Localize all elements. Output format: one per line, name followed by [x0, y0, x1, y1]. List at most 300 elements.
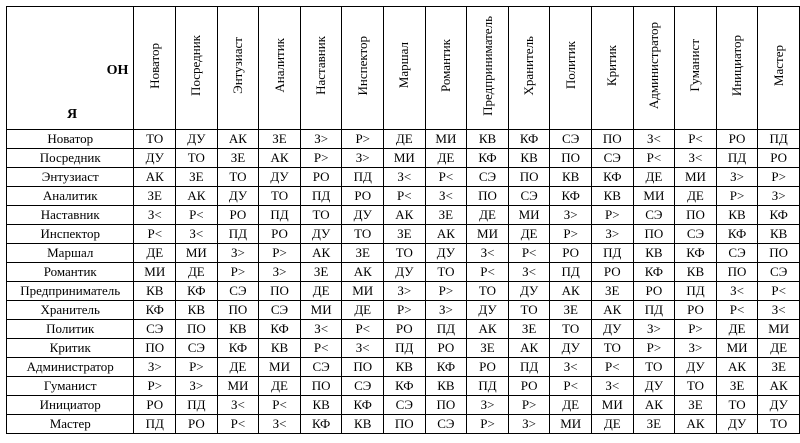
- relation-cell: Р<: [591, 358, 633, 377]
- relation-cell: КВ: [716, 206, 758, 225]
- relation-cell: ДУ: [716, 415, 758, 434]
- column-header: [342, 7, 384, 130]
- relation-cell: КФ: [591, 168, 633, 187]
- relation-cell: ДЕ: [591, 415, 633, 434]
- table-row: [7, 168, 800, 187]
- relation-cell: З<: [384, 168, 426, 187]
- relation-cell: ТО: [300, 206, 342, 225]
- relation-cell: Р<: [467, 263, 509, 282]
- relation-cell: ЗЕ: [342, 244, 384, 263]
- column-header: [591, 7, 633, 130]
- relation-cell: З<: [217, 396, 259, 415]
- relation-cell: Р<: [259, 396, 301, 415]
- relation-cell: ПО: [384, 415, 426, 434]
- relation-cell: ПД: [675, 282, 717, 301]
- relation-cell: КФ: [675, 244, 717, 263]
- relation-cell: КФ: [176, 282, 218, 301]
- table-row: [7, 244, 800, 263]
- relation-cell: ТО: [217, 168, 259, 187]
- relation-cell: З<: [758, 301, 800, 320]
- relation-cell: ТО: [675, 377, 717, 396]
- row-header: Хранитель: [7, 301, 134, 320]
- relation-cell: ПД: [217, 225, 259, 244]
- relation-cell: ПД: [758, 130, 800, 149]
- column-header-label: Энтузиаст: [229, 37, 245, 94]
- relation-cell: КФ: [259, 320, 301, 339]
- relation-cell: АК: [425, 225, 467, 244]
- relation-cell: З>: [633, 320, 675, 339]
- relation-cell: Р>: [716, 187, 758, 206]
- column-header-row: [7, 7, 800, 130]
- relation-cell: КФ: [758, 206, 800, 225]
- relation-cell: Р<: [758, 282, 800, 301]
- relation-cell: Р>: [384, 301, 426, 320]
- column-header: [467, 7, 509, 130]
- relation-cell: МИ: [217, 377, 259, 396]
- column-header-label: Мастер: [770, 44, 786, 87]
- relation-cell: ТО: [550, 320, 592, 339]
- relation-cell: Р<: [217, 415, 259, 434]
- row-header: Мастер: [7, 415, 134, 434]
- relation-cell: СЭ: [758, 263, 800, 282]
- relation-cell: МИ: [425, 130, 467, 149]
- relation-cell: ПД: [134, 415, 176, 434]
- column-header-label: Новатор: [146, 42, 162, 89]
- relation-cell: МИ: [467, 225, 509, 244]
- row-header: Администратор: [7, 358, 134, 377]
- relation-cell: ПО: [633, 225, 675, 244]
- relation-cell: ЗЕ: [134, 187, 176, 206]
- relation-cell: ДУ: [467, 301, 509, 320]
- relation-cell: МИ: [758, 320, 800, 339]
- relation-cell: ЗЕ: [467, 339, 509, 358]
- relation-cell: ДУ: [300, 225, 342, 244]
- column-header-label: Инспектор: [354, 35, 370, 96]
- relation-cell: З>: [342, 149, 384, 168]
- relation-cell: ДУ: [134, 149, 176, 168]
- relation-cell: З>: [467, 396, 509, 415]
- relation-cell: ПО: [300, 377, 342, 396]
- relation-cell: З>: [425, 301, 467, 320]
- relation-cell: АК: [591, 301, 633, 320]
- relation-cell: ДЕ: [675, 187, 717, 206]
- relation-cell: ЗЕ: [176, 168, 218, 187]
- relation-cell: ДЕ: [342, 301, 384, 320]
- relation-cell: ТО: [384, 244, 426, 263]
- table-row: [7, 225, 800, 244]
- relation-cell: Р>: [467, 415, 509, 434]
- relation-cell: З<: [591, 377, 633, 396]
- relation-cell: АК: [467, 320, 509, 339]
- relation-cell: КВ: [467, 130, 509, 149]
- relation-cell: Р>: [508, 396, 550, 415]
- relation-cell: Р<: [675, 130, 717, 149]
- relation-cell: З>: [134, 358, 176, 377]
- relation-cell: ЗЕ: [758, 358, 800, 377]
- column-header-label: Гуманист: [687, 39, 703, 92]
- relation-cell: ТО: [716, 396, 758, 415]
- relation-cell: З<: [716, 282, 758, 301]
- column-axis-label: ОН: [106, 63, 129, 78]
- relation-cell: КВ: [591, 187, 633, 206]
- relation-cell: ДЕ: [633, 168, 675, 187]
- relation-cell: АК: [633, 396, 675, 415]
- relation-cell: РО: [342, 187, 384, 206]
- column-header: [633, 7, 675, 130]
- column-header: [259, 7, 301, 130]
- table-row: [7, 339, 800, 358]
- table-body: [7, 130, 800, 434]
- relation-cell: ДЕ: [176, 263, 218, 282]
- relation-cell: КВ: [675, 263, 717, 282]
- relation-cell: РО: [550, 244, 592, 263]
- relation-cell: РО: [675, 301, 717, 320]
- relation-cell: Р>: [300, 149, 342, 168]
- relation-cell: ТО: [467, 282, 509, 301]
- relation-cell: АК: [675, 415, 717, 434]
- relation-cell: З<: [342, 339, 384, 358]
- relation-cell: МИ: [550, 415, 592, 434]
- relation-cell: ТО: [425, 263, 467, 282]
- relation-cell: СЭ: [176, 339, 218, 358]
- relation-cell: З>: [384, 282, 426, 301]
- relation-cell: МИ: [591, 396, 633, 415]
- relation-cell: МИ: [259, 358, 301, 377]
- relation-cell: РО: [176, 415, 218, 434]
- relation-cell: З<: [176, 225, 218, 244]
- table-row: [7, 415, 800, 434]
- row-header: Маршал: [7, 244, 134, 263]
- relation-cell: ДУ: [633, 377, 675, 396]
- relation-cell: РО: [633, 282, 675, 301]
- relation-cell: ПД: [716, 149, 758, 168]
- relation-cell: СЭ: [384, 396, 426, 415]
- relation-cell: ЗЕ: [259, 130, 301, 149]
- relation-cell: КФ: [134, 301, 176, 320]
- relation-cell: КВ: [217, 320, 259, 339]
- relation-cell: КФ: [425, 358, 467, 377]
- relation-cell: З>: [550, 206, 592, 225]
- relation-cell: ТО: [633, 358, 675, 377]
- relation-cell: ПД: [176, 396, 218, 415]
- relation-cell: ПД: [259, 206, 301, 225]
- relation-cell: СЭ: [467, 168, 509, 187]
- relation-cell: З<: [259, 415, 301, 434]
- relation-cell: СЭ: [300, 358, 342, 377]
- relation-cell: КВ: [176, 301, 218, 320]
- relation-cell: ДЕ: [384, 130, 426, 149]
- relation-cell: РО: [467, 358, 509, 377]
- relation-cell: КВ: [758, 225, 800, 244]
- column-header-label: Хранитель: [521, 35, 537, 96]
- relation-cell: ПО: [508, 168, 550, 187]
- relation-cell: СЭ: [550, 130, 592, 149]
- relation-cell: МИ: [176, 244, 218, 263]
- relation-cell: ДЕ: [300, 282, 342, 301]
- relation-cell: Р<: [633, 149, 675, 168]
- corner-cell: [7, 7, 134, 130]
- relation-cell: Р>: [633, 339, 675, 358]
- row-header: Романтик: [7, 263, 134, 282]
- table-row: [7, 301, 800, 320]
- relation-cell: ДУ: [758, 396, 800, 415]
- relation-cell: ДУ: [384, 263, 426, 282]
- relation-cell: Р>: [259, 244, 301, 263]
- relation-cell: З>: [508, 415, 550, 434]
- relation-cell: ТО: [758, 415, 800, 434]
- relation-cell: РО: [259, 225, 301, 244]
- relation-cell: ПД: [633, 301, 675, 320]
- relation-cell: ДЕ: [508, 225, 550, 244]
- table-row: [7, 320, 800, 339]
- relation-cell: Р>: [425, 282, 467, 301]
- relation-cell: ПД: [384, 339, 426, 358]
- relation-cell: З>: [176, 377, 218, 396]
- relation-cell: ЗЕ: [550, 301, 592, 320]
- relations-table-container: [6, 6, 800, 434]
- table-row: [7, 396, 800, 415]
- relation-cell: Р>: [342, 130, 384, 149]
- column-header-label: Аналитик: [271, 38, 287, 93]
- column-header: [716, 7, 758, 130]
- relation-cell: Р<: [176, 206, 218, 225]
- relation-cell: ДЕ: [758, 339, 800, 358]
- relation-cell: ПО: [176, 320, 218, 339]
- row-header: Посредник: [7, 149, 134, 168]
- relation-cell: Р<: [425, 168, 467, 187]
- relation-cell: Р>: [758, 168, 800, 187]
- relation-cell: З<: [675, 149, 717, 168]
- relation-cell: РО: [758, 149, 800, 168]
- column-header: [134, 7, 176, 130]
- column-header: [508, 7, 550, 130]
- relation-cell: ДУ: [217, 187, 259, 206]
- relation-cell: ЗЕ: [716, 377, 758, 396]
- relation-cell: КФ: [384, 377, 426, 396]
- relation-cell: ДЕ: [467, 206, 509, 225]
- relation-cell: ПО: [675, 206, 717, 225]
- column-header-label: Посредник: [188, 35, 204, 96]
- relation-cell: КВ: [633, 244, 675, 263]
- column-header-label: Критик: [604, 44, 620, 87]
- relation-cell: ПД: [342, 168, 384, 187]
- relation-cell: ПД: [550, 263, 592, 282]
- relation-cell: АК: [176, 187, 218, 206]
- relation-cell: КВ: [550, 168, 592, 187]
- table-row: [7, 149, 800, 168]
- relation-cell: ЗЕ: [217, 149, 259, 168]
- relation-cell: ДЕ: [716, 320, 758, 339]
- column-header: [217, 7, 259, 130]
- relation-cell: СЭ: [675, 225, 717, 244]
- relation-cell: СЭ: [591, 149, 633, 168]
- relation-cell: З<: [508, 263, 550, 282]
- relation-cell: ТО: [508, 301, 550, 320]
- relation-cell: З<: [134, 206, 176, 225]
- relation-cell: КФ: [633, 263, 675, 282]
- relation-cell: ТО: [134, 130, 176, 149]
- relation-cell: КФ: [550, 187, 592, 206]
- column-header: [300, 7, 342, 130]
- relation-cell: СЭ: [633, 206, 675, 225]
- relation-cell: СЭ: [425, 415, 467, 434]
- relation-cell: РО: [134, 396, 176, 415]
- relation-cell: З>: [758, 187, 800, 206]
- relation-cell: АК: [508, 339, 550, 358]
- row-header: Гуманист: [7, 377, 134, 396]
- relation-cell: КВ: [508, 149, 550, 168]
- column-header-label: Предприниматель: [479, 15, 495, 116]
- row-axis-label: Я: [67, 107, 78, 122]
- relation-cell: З<: [467, 244, 509, 263]
- relation-cell: ПО: [259, 282, 301, 301]
- relation-cell: КФ: [716, 225, 758, 244]
- relation-cell: СЭ: [508, 187, 550, 206]
- relation-cell: ПД: [467, 377, 509, 396]
- relation-cell: Р>: [176, 358, 218, 377]
- relation-cell: Р<: [716, 301, 758, 320]
- column-header-label: Администратор: [645, 21, 661, 110]
- column-header-label: Инициатор: [729, 34, 745, 97]
- relation-cell: ЗЕ: [384, 225, 426, 244]
- table-row: [7, 377, 800, 396]
- relation-cell: З<: [633, 130, 675, 149]
- relation-cell: ПО: [716, 263, 758, 282]
- relation-cell: ДУ: [259, 168, 301, 187]
- row-header: Инициатор: [7, 396, 134, 415]
- relation-cell: АК: [259, 149, 301, 168]
- relation-cell: АК: [217, 130, 259, 149]
- relation-cell: МИ: [675, 168, 717, 187]
- relation-cell: АК: [300, 244, 342, 263]
- column-header: [176, 7, 218, 130]
- relation-cell: МИ: [633, 187, 675, 206]
- relation-cell: МИ: [134, 263, 176, 282]
- row-header: Наставник: [7, 206, 134, 225]
- relation-cell: ТО: [176, 149, 218, 168]
- relation-cell: МИ: [300, 301, 342, 320]
- table-row: [7, 282, 800, 301]
- table-row: [7, 263, 800, 282]
- relation-cell: З>: [716, 168, 758, 187]
- relation-cell: Р>: [550, 225, 592, 244]
- relation-cell: СЭ: [134, 320, 176, 339]
- relation-cell: ТО: [259, 187, 301, 206]
- relation-cell: ДУ: [508, 282, 550, 301]
- relation-cell: ДЕ: [217, 358, 259, 377]
- relation-cell: ПО: [425, 396, 467, 415]
- relation-cell: КВ: [134, 282, 176, 301]
- relation-cell: КВ: [425, 377, 467, 396]
- relation-cell: ПД: [300, 187, 342, 206]
- relation-cell: ПО: [467, 187, 509, 206]
- relation-cell: РО: [591, 263, 633, 282]
- relation-cell: КФ: [508, 130, 550, 149]
- row-header: Инспектор: [7, 225, 134, 244]
- relation-cell: КВ: [342, 415, 384, 434]
- relation-cell: З<: [550, 358, 592, 377]
- row-header: Энтузиаст: [7, 168, 134, 187]
- column-header-label: Наставник: [313, 36, 329, 95]
- relation-cell: ДУ: [550, 339, 592, 358]
- relation-cell: ПД: [508, 358, 550, 377]
- relation-cell: ДЕ: [550, 396, 592, 415]
- relation-cell: АК: [384, 206, 426, 225]
- relation-cell: З>: [259, 263, 301, 282]
- relation-cell: З<: [425, 187, 467, 206]
- relation-cell: ДЕ: [134, 244, 176, 263]
- column-header-label: Политик: [562, 41, 578, 90]
- relation-cell: АК: [342, 263, 384, 282]
- relation-cell: МИ: [716, 339, 758, 358]
- relation-cell: КФ: [467, 149, 509, 168]
- relation-cell: РО: [716, 130, 758, 149]
- relation-cell: Р<: [550, 377, 592, 396]
- relation-cell: ДУ: [176, 130, 218, 149]
- relation-cell: ЗЕ: [425, 206, 467, 225]
- relation-cell: СЭ: [259, 301, 301, 320]
- relation-cell: ЗЕ: [633, 415, 675, 434]
- relation-cell: ПД: [425, 320, 467, 339]
- column-header: [425, 7, 467, 130]
- relation-cell: З<: [300, 320, 342, 339]
- relation-cell: ДЕ: [425, 149, 467, 168]
- relation-cell: Р<: [508, 244, 550, 263]
- relation-cell: КВ: [384, 358, 426, 377]
- relation-cell: МИ: [508, 206, 550, 225]
- relation-cell: МИ: [384, 149, 426, 168]
- relation-cell: ДУ: [342, 206, 384, 225]
- relation-cell: КВ: [300, 396, 342, 415]
- relation-cell: З>: [591, 225, 633, 244]
- relation-cell: ПО: [217, 301, 259, 320]
- relation-cell: ТО: [342, 225, 384, 244]
- relation-cell: ДУ: [425, 244, 467, 263]
- relation-cell: РО: [217, 206, 259, 225]
- relation-cell: РО: [425, 339, 467, 358]
- row-header: Политик: [7, 320, 134, 339]
- column-header: [675, 7, 717, 130]
- relation-cell: Р<: [134, 225, 176, 244]
- relation-cell: З>: [217, 244, 259, 263]
- row-header: Аналитик: [7, 187, 134, 206]
- relation-cell: ПД: [591, 244, 633, 263]
- table-row: [7, 187, 800, 206]
- relation-cell: ДУ: [675, 358, 717, 377]
- relation-cell: СЭ: [342, 377, 384, 396]
- table-row: [7, 206, 800, 225]
- relation-cell: Р<: [300, 339, 342, 358]
- row-header: Предприниматель: [7, 282, 134, 301]
- column-header-label: Маршал: [396, 42, 412, 89]
- relation-cell: АК: [134, 168, 176, 187]
- relation-cell: ЗЕ: [508, 320, 550, 339]
- column-header: [384, 7, 426, 130]
- relation-cell: КФ: [300, 415, 342, 434]
- relation-cell: СЭ: [716, 244, 758, 263]
- table-row: [7, 130, 800, 149]
- relation-cell: ПО: [591, 130, 633, 149]
- column-header-label: Романтик: [437, 39, 453, 92]
- relation-cell: СЭ: [217, 282, 259, 301]
- relation-cell: ЗЕ: [591, 282, 633, 301]
- relation-cell: ПО: [134, 339, 176, 358]
- relation-cell: ПО: [342, 358, 384, 377]
- relation-cell: Р>: [591, 206, 633, 225]
- table-row: [7, 358, 800, 377]
- column-header: [550, 7, 592, 130]
- relation-cell: ЗЕ: [675, 396, 717, 415]
